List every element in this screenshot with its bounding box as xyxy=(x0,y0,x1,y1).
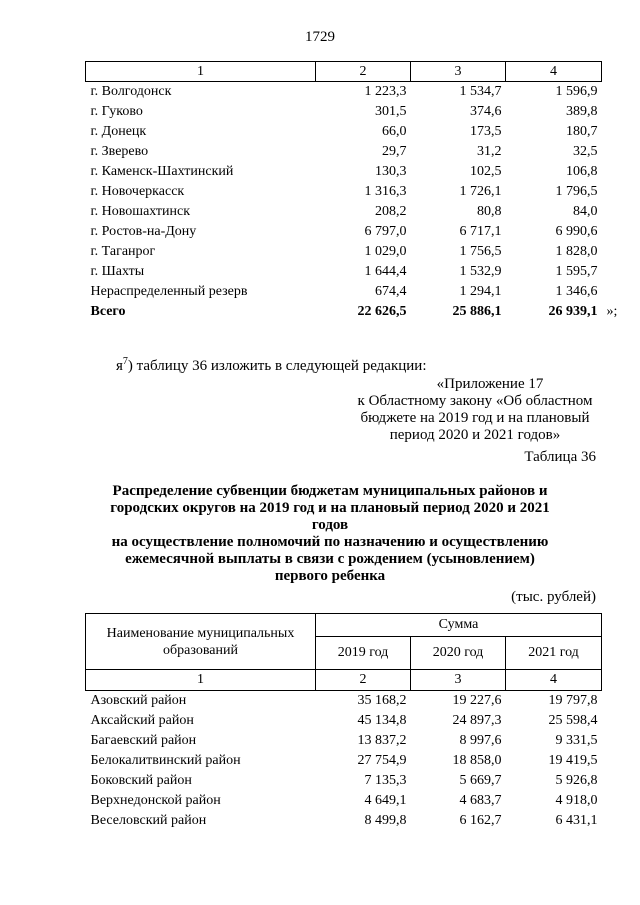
cell-value: 1 644,4 xyxy=(364,264,407,279)
cell-value: 1 346,6 xyxy=(555,284,598,299)
appendix-line: «Приложение 17 xyxy=(436,376,544,392)
cell-value: 19 419,5 xyxy=(548,753,598,768)
row-name: Нераспределенный резерв xyxy=(90,284,248,299)
cell-value: 1 532,9 xyxy=(459,264,502,279)
cell-value: 80,8 xyxy=(477,204,502,219)
table-row xyxy=(86,242,602,262)
table-row xyxy=(86,791,602,811)
cell-value: 31,2 xyxy=(477,144,502,159)
cell-value: 1 726,1 xyxy=(459,184,502,199)
cell-value: 208,2 xyxy=(375,204,407,219)
cell-value: 29,7 xyxy=(382,144,407,159)
cell-value: 6 717,1 xyxy=(459,224,502,239)
table-row xyxy=(86,202,602,222)
table-total-row xyxy=(86,302,602,322)
cell-value: 24 897,3 xyxy=(452,713,502,728)
units-label: (тыс. рублей) xyxy=(511,589,596,605)
cell-value: 8 499,8 xyxy=(364,813,407,828)
row-name: г. Новошахтинск xyxy=(90,204,191,219)
row-name: Боковский район xyxy=(90,773,192,788)
cell-value: 6 431,1 xyxy=(555,813,598,828)
instruction-body: ) таблицу 36 изложить в следующей редакции: xyxy=(127,358,427,374)
column-number: 2 xyxy=(316,670,411,691)
column-number: 3 xyxy=(411,62,506,82)
cell-value: 25 886,1 xyxy=(452,304,502,319)
cell-value: 1 534,7 xyxy=(459,84,502,99)
cell-value: 1 595,7 xyxy=(555,264,598,279)
appendix-line: к Областному закону «Об областном xyxy=(357,393,593,409)
cell-value: 84,0 xyxy=(573,204,598,219)
table-row xyxy=(86,142,602,162)
cell-value: 1 316,3 xyxy=(364,184,407,199)
title-line: Распределение субвенции бюджетам муниципальных районов и xyxy=(112,483,548,499)
row-name: г. Каменск-Шахтинский xyxy=(90,164,234,179)
cell-value: 1 029,0 xyxy=(364,244,407,259)
appendix-line: период 2020 и 2021 годов» xyxy=(389,427,561,443)
table-label: Таблица 36 xyxy=(524,449,596,465)
cell-value: 6 162,7 xyxy=(459,813,502,828)
row-name: г. Ростов-на-Дону xyxy=(90,224,197,239)
cell-value: 5 926,8 xyxy=(555,773,598,788)
table-row xyxy=(86,751,602,771)
appendix-line: бюджете на 2019 год и на плановый xyxy=(360,410,590,426)
column-number: 4 xyxy=(506,62,602,82)
row-name: Азовский район xyxy=(90,693,187,708)
cell-value: 1 223,3 xyxy=(364,84,407,99)
cell-value: 674,4 xyxy=(375,284,407,299)
table-municipal-cities xyxy=(85,61,618,322)
table-row xyxy=(86,731,602,751)
instruction-text xyxy=(116,356,427,375)
column-number: 1 xyxy=(86,62,316,82)
cell-value: 22 626,5 xyxy=(357,304,407,319)
table-subvention-districts xyxy=(85,613,602,831)
table-row xyxy=(86,811,602,831)
cell-value: 7 135,3 xyxy=(364,773,407,788)
title-line: ежемесячной выплаты в связи с рождением (усыновлением) xyxy=(125,551,535,567)
column-number: 4 xyxy=(506,670,602,691)
cell-value: 45 134,8 xyxy=(357,713,407,728)
table-row xyxy=(86,82,602,103)
table-row xyxy=(86,711,602,731)
cell-value: 173,5 xyxy=(470,124,502,139)
row-name: г. Волгодонск xyxy=(90,84,172,99)
column-number: 1 xyxy=(86,670,316,691)
cell-value: 8 997,6 xyxy=(459,733,502,748)
cell-value: 389,8 xyxy=(566,104,598,119)
row-name: г. Новочеркасск xyxy=(90,184,185,199)
cell-value: 18 858,0 xyxy=(452,753,502,768)
table-row xyxy=(86,102,602,122)
cell-value: 6 797,0 xyxy=(364,224,407,239)
cell-value: 301,5 xyxy=(375,104,407,119)
cell-value: 5 669,7 xyxy=(459,773,502,788)
column-number: 3 xyxy=(411,670,506,691)
column-header-sum: Сумма xyxy=(316,614,602,637)
title-line: городских округов на 2019 год и на плановый период 2020 и 2021 годов xyxy=(110,500,550,533)
cell-value: 4 683,7 xyxy=(459,793,502,808)
table-row xyxy=(86,122,602,142)
cell-value: 374,6 xyxy=(470,104,502,119)
page-number: 1729 xyxy=(305,29,335,45)
cell-value: 130,3 xyxy=(375,164,407,179)
cell-value: 1 756,5 xyxy=(459,244,502,259)
cell-value: 6 990,6 xyxy=(555,224,598,239)
column-number: 2 xyxy=(316,62,411,82)
cell-value: 102,5 xyxy=(470,164,502,179)
row-name: г. Гуково xyxy=(90,104,143,119)
row-name: Аксайский район xyxy=(90,713,194,728)
row-name: Верхнедонской район xyxy=(90,793,221,808)
cell-value: 13 837,2 xyxy=(357,733,407,748)
table-header-row xyxy=(86,614,602,637)
column-header-year: 2019 год xyxy=(316,637,411,670)
cell-value: 19 797,8 xyxy=(548,693,598,708)
cell-value: 1 294,1 xyxy=(459,284,502,299)
cell-value: 27 754,9 xyxy=(357,753,407,768)
table-row xyxy=(86,691,602,712)
instruction-superscript: 7 xyxy=(122,356,128,367)
cell-value: 4 918,0 xyxy=(555,793,598,808)
column-header-year: 2021 год xyxy=(506,637,602,670)
row-name: г. Донецк xyxy=(90,124,147,139)
table-body xyxy=(86,82,602,303)
row-name: Веселовский район xyxy=(90,813,207,828)
table-row xyxy=(86,282,602,302)
table-row xyxy=(86,182,602,202)
cell-value: 9 331,5 xyxy=(555,733,598,748)
title-line: первого ребенка xyxy=(274,568,386,584)
appendix-block xyxy=(340,376,610,444)
cell-value: 1 796,5 xyxy=(555,184,598,199)
cell-value: 32,5 xyxy=(573,144,598,159)
row-name: Багаевский район xyxy=(90,733,197,748)
cell-value: 4 649,1 xyxy=(364,793,407,808)
cell-value: 1 596,9 xyxy=(555,84,598,99)
instruction-prefix: я xyxy=(116,358,123,374)
table-title xyxy=(95,483,565,585)
cell-value: 106,8 xyxy=(566,164,598,179)
row-name: г. Зверево xyxy=(90,144,149,159)
cell-value: 19 227,6 xyxy=(452,693,502,708)
table-header-row xyxy=(86,62,602,82)
closing-quote: »; xyxy=(606,304,618,319)
row-name: Белокалитвинский район xyxy=(90,753,241,768)
table-body xyxy=(86,691,602,832)
cell-value: 25 598,4 xyxy=(548,713,598,728)
row-name: г. Шахты xyxy=(90,264,145,279)
row-name: г. Таганрог xyxy=(90,244,156,259)
table-number-row xyxy=(86,670,602,691)
table-row xyxy=(86,222,602,242)
cell-value xyxy=(506,302,618,322)
title-line: на осуществление полномочий по назначению и осуществлению xyxy=(111,534,549,550)
table-row xyxy=(86,162,602,182)
total-label: Всего xyxy=(90,304,126,319)
cell-value: 35 168,2 xyxy=(357,693,407,708)
cell-value-text: 26 939,1 xyxy=(548,304,598,319)
cell-value: 66,0 xyxy=(382,124,407,139)
column-header-name: Наименование муниципальных образований xyxy=(86,614,316,670)
table-row xyxy=(86,262,602,282)
cell-value: 180,7 xyxy=(566,124,598,139)
table-row xyxy=(86,771,602,791)
cell-value: 1 828,0 xyxy=(555,244,598,259)
column-header-year: 2020 год xyxy=(411,637,506,670)
